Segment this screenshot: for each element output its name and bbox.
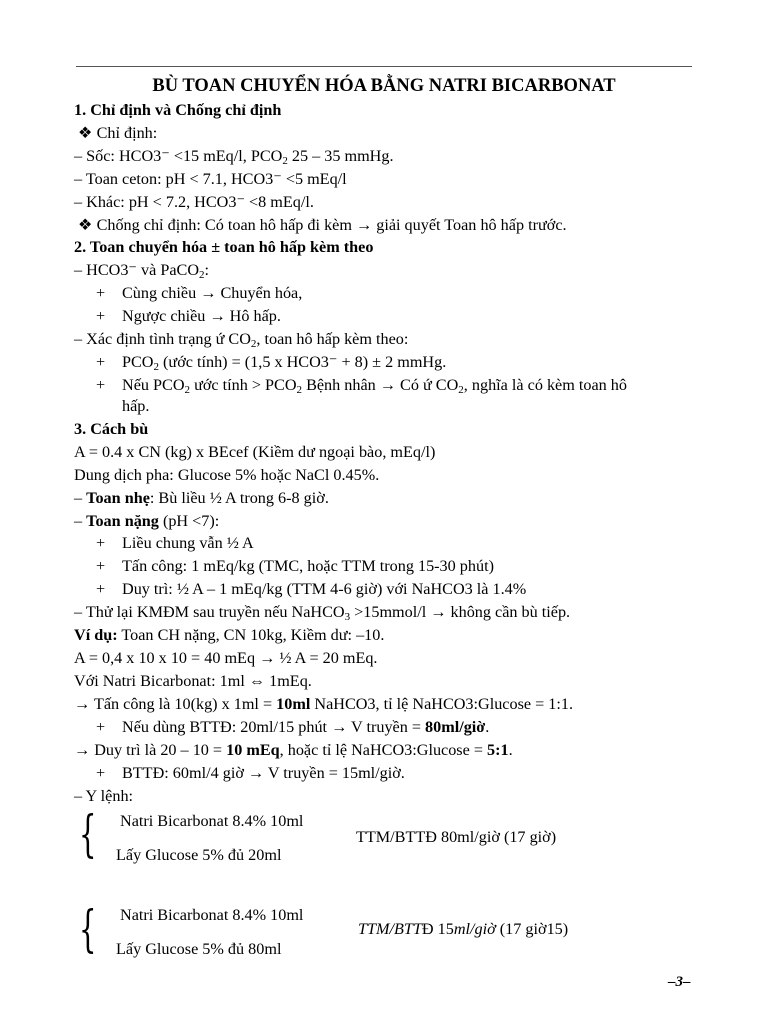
same-direction-item: + Cùng chiều → Chuyển hóa, [96, 284, 303, 302]
header-rule [76, 66, 692, 67]
example-line: Ví dụ: Toan CH nặng, CN 10kg, Kiềm dư: –10. [74, 626, 385, 644]
solution-line: Dung dịch pha: Glucose 5% hoặc NaCl 0.45%. [74, 466, 380, 484]
maintenance-pump-item: + BTTĐ: 60ml/4 giờ → V truyền = 15ml/giờ. [96, 764, 405, 782]
left-brace-icon: { [79, 805, 97, 863]
plus-bullet-icon: + [96, 557, 106, 575]
page-number: –3– [668, 974, 691, 990]
co2-retention-line: – Xác định tình trạng ứ $CO_2$, toan hô hấp kèm theo: [74, 330, 409, 350]
section-3-heading: 3. Cách bù [74, 420, 149, 438]
mild-acidosis-line: – Toan nhẹ: Bù liều ½ A trong 6-8 giờ. [74, 489, 329, 507]
plus-bullet-icon: + [96, 580, 106, 598]
other-line: – Khác: pH < 7.2, HCO3⁻ <8 mEq/l. [74, 193, 314, 211]
abg-recheck-line: – Thử lại KMĐM sau truyền nếu NaHCO$_3$ >15mmol/l → không cần bù tiếp. [74, 603, 571, 623]
order-1-diluent: Lấy Glucose 5% đủ 20ml [116, 846, 282, 864]
order-2-drug: Natri Bicarbonat 8.4% 10ml [120, 906, 304, 924]
left-brace-icon: { [79, 900, 97, 958]
plus-bullet-icon: + [96, 353, 106, 371]
indication-label: Chỉ định: [96, 124, 158, 142]
plus-bullet-icon: + [96, 284, 106, 302]
ketoacidosis-line: – Toan ceton: pH < 7.1, HCO3⁻ <5 mEq/l [74, 170, 347, 188]
attack-dose-item: + Tấn công: 1 mEq/kg (TMC, hoặc TTM trong 15-30 phút) [96, 557, 494, 575]
order-1-drug: Natri Bicarbonat 8.4% 10ml [120, 812, 304, 830]
plus-bullet-icon: + [96, 718, 106, 736]
order-2-diluent: Lấy Glucose 5% đủ 80ml [116, 940, 282, 958]
example-calc-line: A = 0,4 x 10 x 10 = 40 mEq → ½ A = 20 mEq. [74, 649, 378, 667]
plus-bullet-icon: + [96, 307, 106, 325]
equivalence-line: Với Natri Bicarbonat: 1ml ⇔ 1mEq. [74, 672, 312, 690]
pump-rate-item: + Nếu dùng BTTĐ: 20ml/15 phút → V truyền = 80ml/giờ. [96, 718, 490, 736]
indication-line [78, 123, 157, 143]
orders-label: – Y lệnh: [74, 787, 134, 805]
hco3-paco2-line: – HCO3⁻ và PaCO$_2$: [74, 261, 210, 281]
maintenance-dose-item: + Duy trì: ½ A – 1 mEq/kg (TTM 4-6 giờ) với NaHCO3 là 1.4% [96, 580, 527, 598]
plus-bullet-icon: + [96, 534, 106, 552]
section-2-heading: 2. Toan chuyển hóa ± toan hô hấp kèm theo [74, 238, 374, 256]
section-1-heading: 1. Chỉ định và Chống chỉ định [74, 101, 282, 119]
formula-line: A = 0.4 x CN (kg) x BEcef (Kiềm dư ngoại bào, mEq/l) [74, 443, 436, 461]
page-title: BÙ TOAN CHUYỂN HÓA BẰNG NATRI BICARBONAT [152, 76, 616, 96]
diamond-bullet-icon: ❖ [78, 124, 93, 142]
diamond-bullet-icon: ❖ [78, 216, 93, 234]
shock-line: – Sốc: HCO3⁻ <15 mEq/l, $PCO_2$ 25 – 35 mmHg. [74, 147, 394, 167]
plus-bullet-icon: + [96, 764, 106, 782]
severe-acidosis-line: – Toan nặng (pH <7): [74, 512, 220, 530]
pco2-estimate-item: + $PCO_2$ (ước tính) = (1,5 x HCO3⁻ + 8) ± 2 mmHg. [96, 353, 447, 373]
maintenance-calc-line: → Duy trì là 20 – 10 = 10 mEq, hoặc tỉ lệ NaHCO3:Glucose = 5:1. [74, 741, 513, 759]
order-1-rate: TTM/BTTĐ 80ml/giờ (17 giờ) [356, 828, 557, 846]
order-2-rate: TTM/BTTĐ 15ml/giờ (17 giờ15) [358, 920, 569, 938]
general-dose-item: + Liều chung vẫn ½ A [96, 534, 254, 552]
pco2-compare-continued: hấp. [122, 397, 150, 415]
plus-bullet-icon: + [96, 376, 106, 394]
pco2-compare-item: + Nếu $PCO_2$ ước tính > $PCO_2$ Bệnh nhân → Có ứ $CO_2$, nghĩa là có kèm toan hô [96, 376, 627, 396]
opposite-direction-item: + Ngược chiều → Hô hấp. [96, 307, 281, 325]
contraindication-line: ❖ Chống chỉ định: Có toan hô hấp đi kèm → giải quyết Toan hô hấp trước. [78, 216, 567, 234]
attack-calc-line: → Tấn công là 10(kg) x 1ml = 10ml NaHCO3, tỉ lệ NaHCO3:Glucose = 1:1. [74, 695, 574, 713]
